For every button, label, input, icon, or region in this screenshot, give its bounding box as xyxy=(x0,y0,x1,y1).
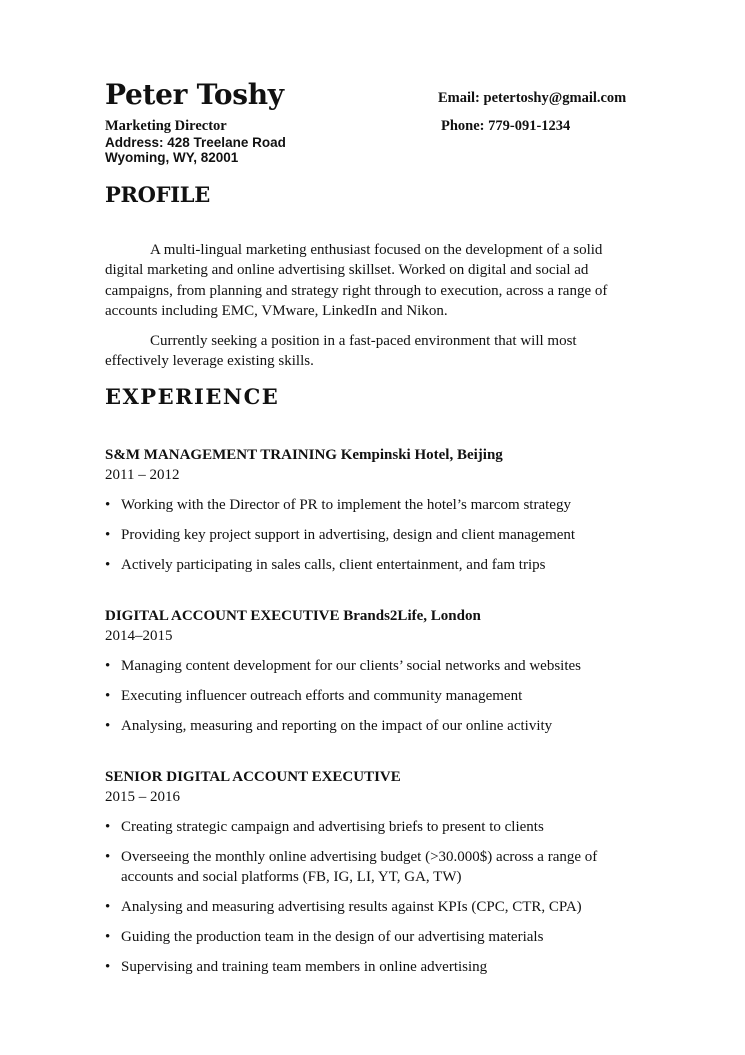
bullet-text: Analysing, measuring and reporting on the impact of our online activity xyxy=(121,718,553,734)
bullet-item xyxy=(105,957,645,977)
experience-heading: EXPERIENCE xyxy=(105,384,280,409)
job-entry-bullets xyxy=(105,656,645,736)
profile-heading: PROFILE xyxy=(105,182,210,207)
bullet-item xyxy=(105,656,645,676)
bullet-text: Executing influencer outreach efforts and community management xyxy=(121,688,523,704)
bullet-icon: • xyxy=(105,527,111,543)
job-entry xyxy=(105,767,645,977)
bullet-icon: • xyxy=(105,959,111,975)
job-entry-bullets xyxy=(105,495,645,575)
bullet-text: Supervising and training team members in online advertising xyxy=(121,959,488,975)
job-entry-bullets xyxy=(105,817,645,977)
job-entry-title: S&M MANAGEMENT TRAINING Kempinski Hotel, Beijing xyxy=(105,447,503,463)
candidate-name: Peter Toshy xyxy=(105,78,284,111)
job-entry xyxy=(105,445,645,575)
bullet-text: Overseeing the monthly online advertising budget (>30.000$) across a range of accounts and social platforms (FB, IG, LI, YT, GA, TW) xyxy=(121,849,598,885)
bullet-icon: • xyxy=(105,557,111,573)
job-title: Marketing Director xyxy=(105,118,227,134)
job-entry-dates: 2011 – 2012 xyxy=(105,467,180,483)
bullet-text: Providing key project support in advertising, design and client management xyxy=(121,527,576,543)
phone: Phone: 779-091-1234 xyxy=(441,118,571,134)
job-entry-title: DIGITAL ACCOUNT EXECUTIVE Brands2Life, London xyxy=(105,608,481,624)
job-entry xyxy=(105,606,645,736)
bullet-text: Creating strategic campaign and advertising briefs to present to clients xyxy=(121,819,544,835)
bullet-icon: • xyxy=(105,899,111,915)
bullet-item xyxy=(105,927,645,947)
bullet-text: Guiding the production team in the design of our advertising materials xyxy=(121,929,544,945)
bullet-icon: • xyxy=(105,718,111,734)
bullet-item xyxy=(105,495,645,515)
bullet-item xyxy=(105,716,645,736)
bullet-icon: • xyxy=(105,819,111,835)
address-line-1: Address: 428 Treelane Road xyxy=(105,135,286,150)
bullet-item xyxy=(105,897,645,917)
bullet-icon: • xyxy=(105,658,111,674)
bullet-icon: • xyxy=(105,929,111,945)
job-entry-dates: 2014–2015 xyxy=(105,628,173,644)
profile-paragraph-2: Currently seeking a position in a fast-paced environment that will most effectively leverage existing skills. xyxy=(105,333,577,370)
bullet-item xyxy=(105,555,645,575)
bullet-text: Managing content development for our clients’ social networks and websites xyxy=(121,658,582,674)
address-line-2: Wyoming, WY, 82001 xyxy=(105,150,239,165)
bullet-item xyxy=(105,686,645,706)
job-entry-dates: 2015 – 2016 xyxy=(105,789,180,805)
bullet-item xyxy=(105,847,645,887)
job-entry-title: SENIOR DIGITAL ACCOUNT EXECUTIVE xyxy=(105,769,401,785)
bullet-icon: • xyxy=(105,688,111,704)
bullet-text: Analysing and measuring advertising results against KPIs (CPC, CTR, CPA) xyxy=(121,899,582,915)
email: Email: petertoshy@gmail.com xyxy=(438,90,627,106)
bullet-item xyxy=(105,817,645,837)
bullet-icon: • xyxy=(105,849,111,865)
bullet-text: Actively participating in sales calls, client entertainment, and fam trips xyxy=(121,557,546,573)
bullet-item xyxy=(105,525,645,545)
address xyxy=(105,135,365,165)
bullet-text: Working with the Director of PR to implement the hotel’s marcom strategy xyxy=(121,497,571,513)
bullet-icon: • xyxy=(105,497,111,513)
profile-paragraph-1: A multi-lingual marketing enthusiast focused on the development of a solid digital marketing and online advertising skillset. Worked on digital and social ad campaigns, from planning and strategy right through to execution, across a range of accounts including EMC, VMware, LinkedIn and Nikon. xyxy=(105,242,608,319)
